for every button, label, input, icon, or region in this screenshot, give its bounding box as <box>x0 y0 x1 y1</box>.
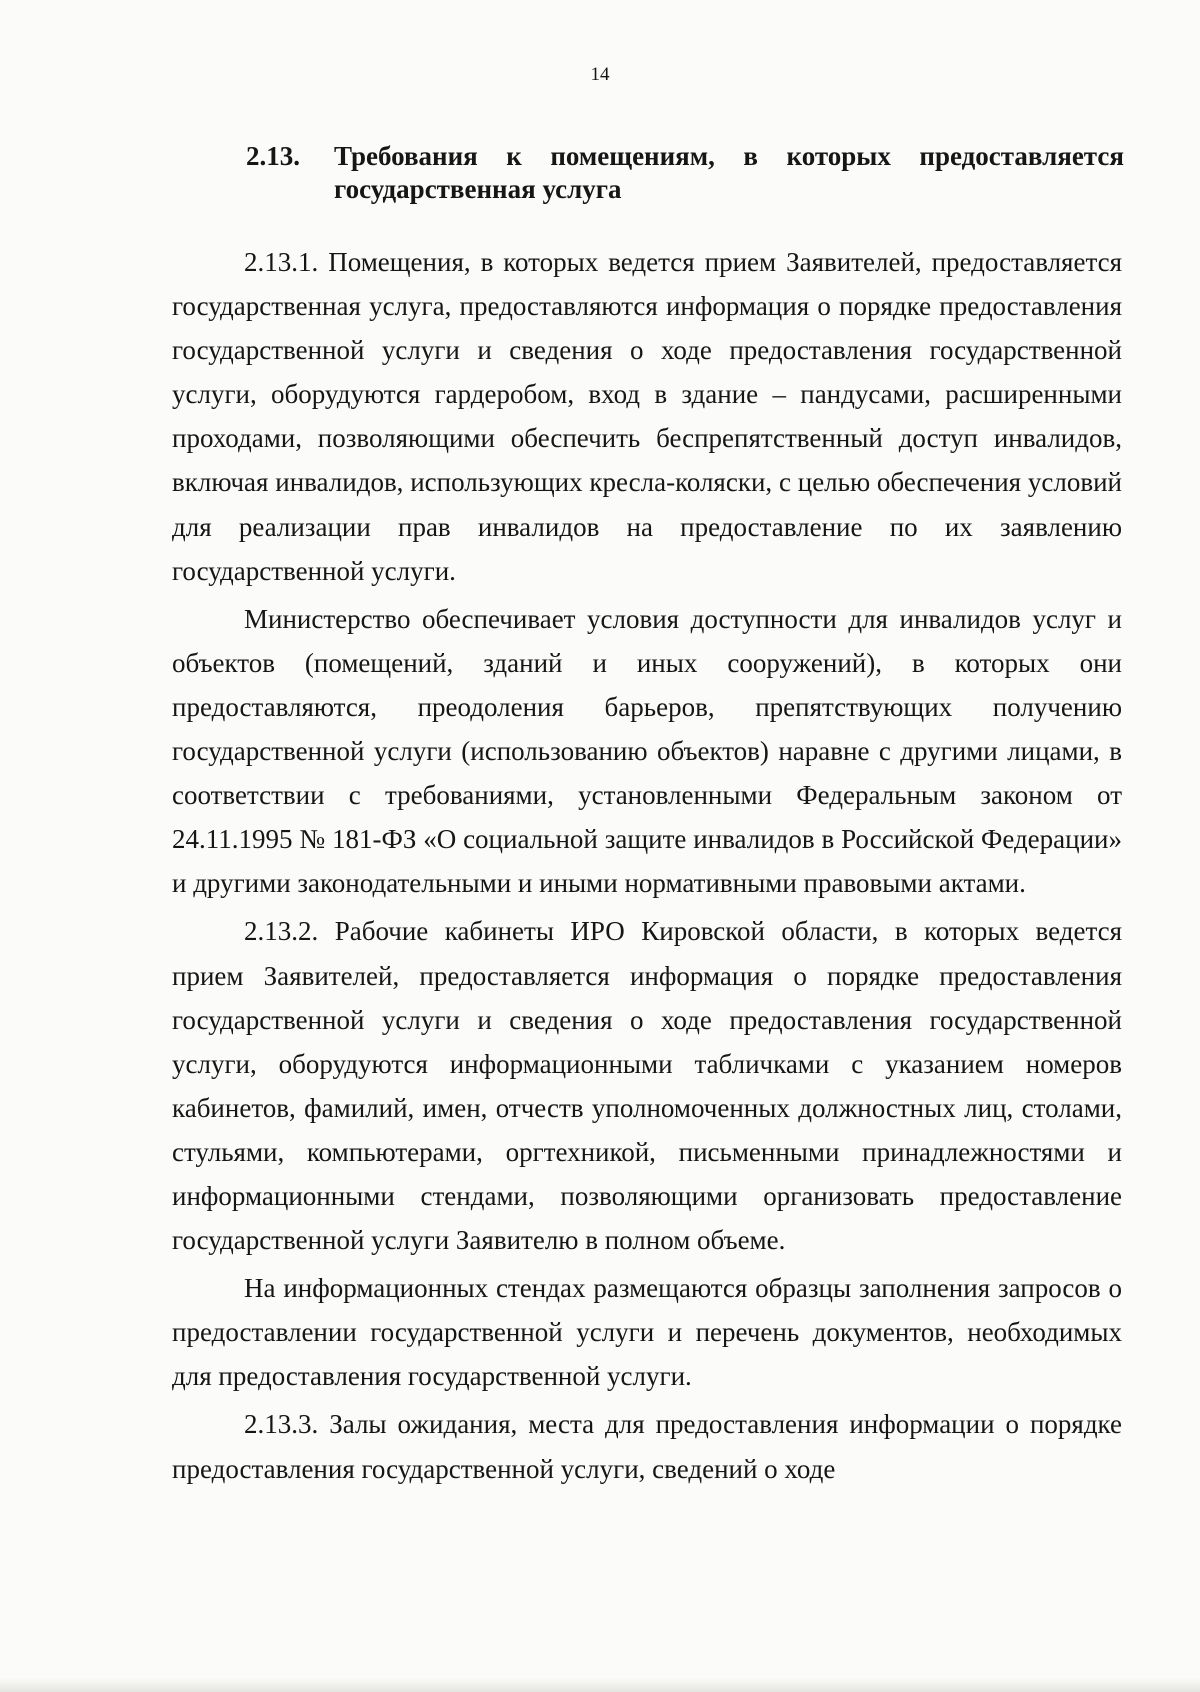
paragraph-info-stands: На информационных стендах размещаются образцы заполнения запросов о предоставлении государственной услуги и перечень документов, необходимых для предоставления государственной услуги. <box>172 1273 1122 1392</box>
paragraph-2-13-3: 2.13.3. Залы ожидания, места для предоставления информации о порядке предоставления государственной услуги, сведений о ходе <box>172 1409 1122 1484</box>
paragraph-ministry: Министерство обеспечивает условия доступности для инвалидов услуг и объектов (помещений, зданий и иных сооружений), в которых они предоставляются, преодоления барьеров, препятствующих получению государственной услуги (использованию объектов) наравне с другими лицами, в соответствии с требованиями, установленными Федеральным законом от 24.11.1995 № 181-ФЗ «О социальной защите инвалидов в Российской Федерации» и другими законодательными и иными нормативными правовыми актами. <box>172 603 1122 899</box>
scan-edge <box>0 1678 1200 1692</box>
section-title: Требования к помещениям, в которых предоставляется государственная услуга <box>334 141 1124 204</box>
paragraph-2-13-2: 2.13.2. Рабочие кабинеты ИРО Кировской области, в которых ведется прием Заявителей, предоставляется информация о порядке предоставления государственной услуги и сведения о ходе предоставления государственной услуги, оборудуются информационными табличками с указанием номеров кабинетов, фамилий, имен, отчеств уполномоченных должностных лиц, столами, стульями, компьютерами, оргтехникой, письменными принадлежностями и информационными стендами, позволяющими организовать предоставление государственной услуги Заявителю в полном объеме. <box>172 916 1122 1256</box>
section-heading <box>246 140 1124 206</box>
paragraph-2-13-1: 2.13.1. Помещения, в которых ведется прием Заявителей, предоставляется государственная услуга, предоставляются информация о порядке предоставления государственной услуги и сведения о ходе предоставления государственной услуги, оборудуются гардеробом, вход в здание – пандусами, расширенными проходами, позволяющими обеспечить беспрепятственный доступ инвалидов, включая инвалидов, использующих кресла-коляски, с целью обеспечения условий для реализации прав инвалидов на предоставление по их заявлению государственной услуги. <box>172 247 1122 586</box>
page-number: 14 <box>590 64 610 85</box>
section-number: 2.13. <box>246 141 300 171</box>
body-text <box>172 240 1122 1491</box>
